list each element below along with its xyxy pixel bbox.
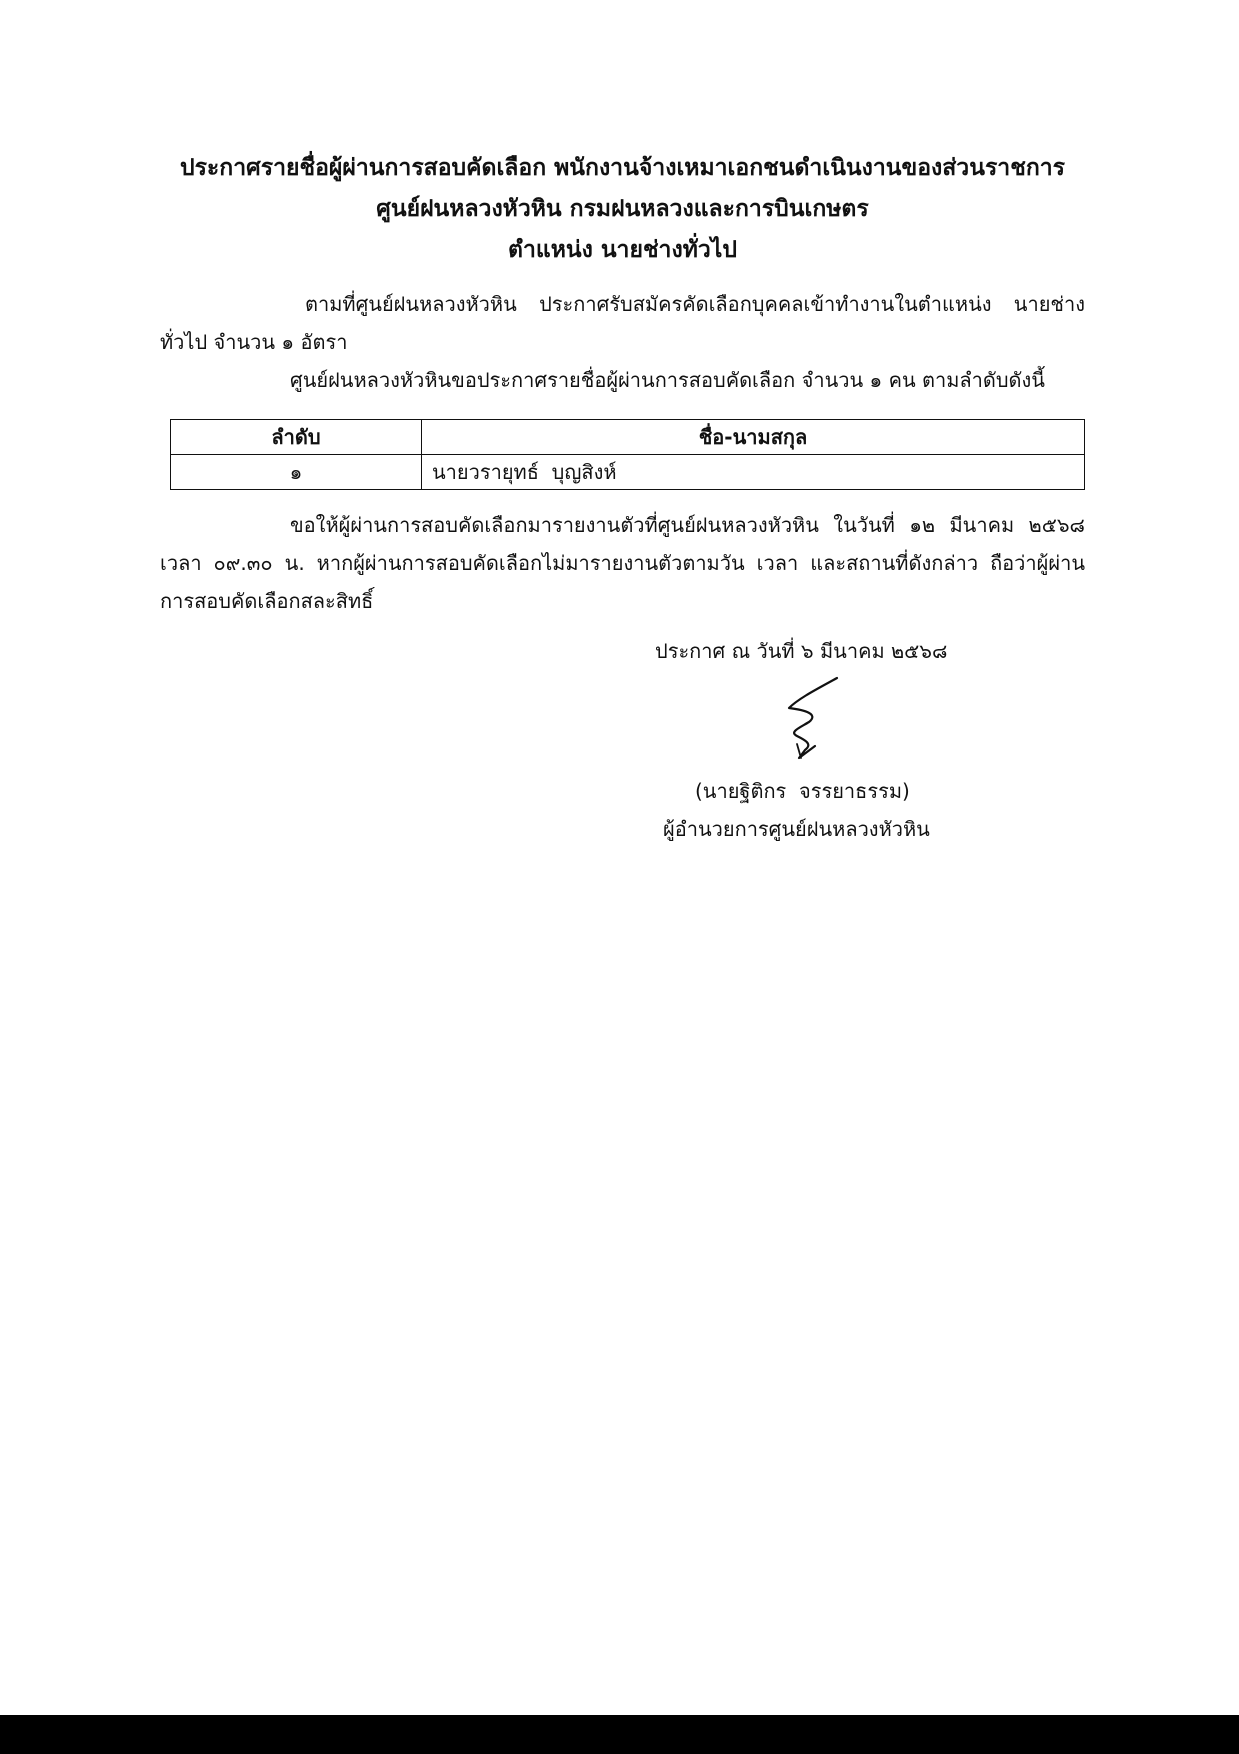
- cell-order: ๑: [171, 455, 422, 490]
- announcement-date: ประกาศ ณ วันที่ ๖ มีนาคม ๒๕๖๘: [655, 639, 948, 663]
- column-header-order: ลำดับ: [171, 420, 422, 455]
- intro-paragraph: ตามที่ศูนย์ฝนหลวงหัวหิน ประกาศรับสมัครคัดเลือกบุคคลเข้าทำงานในตำแหน่ง นายช่างทั่วไป จำนวน ๑ อัตรา: [160, 292, 1085, 354]
- title-line-2: ศูนย์ฝนหลวงหัวหิน กรมฝนหลวงและการบินเกษตร: [376, 196, 869, 222]
- report-instructions-paragraph: ขอให้ผู้ผ่านการสอบคัดเลือกมารายงานตัวที่ศูนย์ฝนหลวงหัวหิน ในวันที่ ๑๒ มีนาคม ๒๕๖๘ เวลา ๐๙.๓๐ น. หากผู้ผ่านการสอบคัดเลือกไม่มารายงานตัวตามวัน เวลา และสถานที่ดังกล่าว ถือว่าผู้ผ่านการสอบคัดเลือกสละสิทธิ์: [160, 513, 1085, 613]
- cell-name: นายวรายุทธ์ บุญสิงห์: [422, 455, 1085, 490]
- announcement-title: [160, 148, 1085, 271]
- column-header-name: ชื่อ-นามสกุล: [422, 420, 1085, 455]
- signatory-position: ผู้อำนวยการศูนย์ฝนหลวงหัวหิน: [663, 817, 930, 841]
- signature: [775, 674, 855, 766]
- document-body: [160, 148, 1085, 848]
- results-table: [170, 419, 1085, 490]
- signatory-name: (นายฐิติกร จรรยาธรรม): [695, 779, 910, 803]
- announcement-paragraph: ศูนย์ฝนหลวงหัวหินขอประกาศรายชื่อผู้ผ่านการสอบคัดเลือก จำนวน ๑ คน ตามลำดับดังนี้: [290, 368, 1045, 392]
- title-line-3: ตำแหน่ง นายช่างทั่วไป: [508, 237, 737, 263]
- title-line-1: ประกาศรายชื่อผู้ผ่านการสอบคัดเลือก พนักงานจ้างเหมาเอกชนดำเนินงานของส่วนราชการ: [179, 155, 1066, 181]
- table-header-row: [171, 420, 1085, 455]
- scan-edge-bar: [0, 1715, 1239, 1754]
- table-row: [171, 455, 1085, 490]
